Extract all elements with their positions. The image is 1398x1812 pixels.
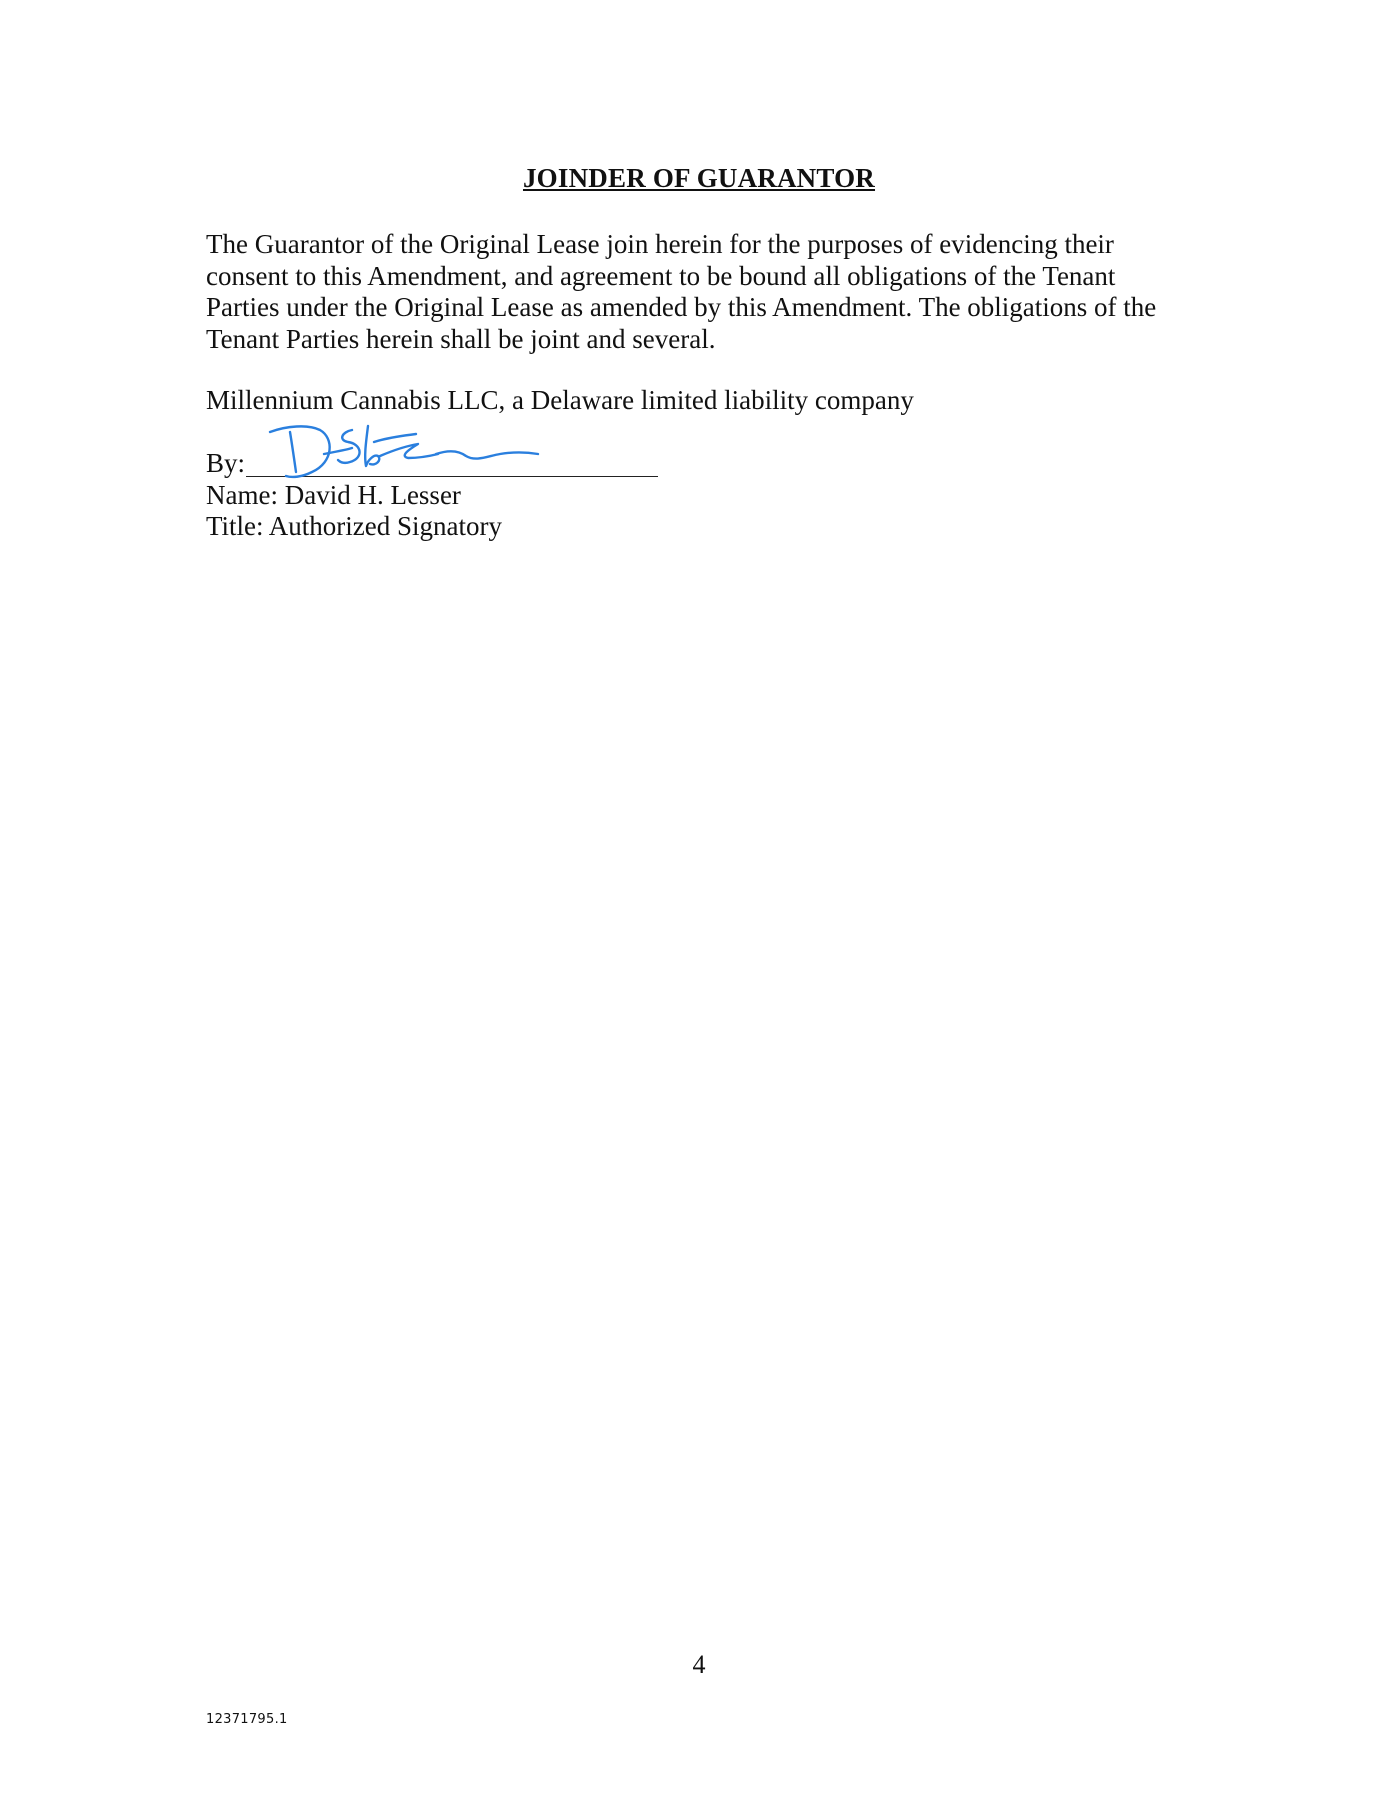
- document-title: JOINDER OF GUARANTOR: [522, 163, 876, 193]
- paragraph-line: Parties under the Original Lease as amended by this Amendment. The obligations of the: [206, 292, 1157, 322]
- document-id: 12371795.1: [206, 1712, 288, 1727]
- signature-stroke: [365, 426, 379, 466]
- signature-stroke: [380, 444, 438, 458]
- signer-name: Name: David H. Lesser: [206, 479, 461, 510]
- page-number: 4: [692, 1650, 706, 1679]
- paragraph-line: consent to this Amendment, and agreement to be bound all obligations of the Tenant: [206, 260, 1116, 291]
- paragraph-line: Tenant Parties herein shall be joint and several.: [206, 323, 716, 354]
- signature-stroke: [436, 451, 538, 458]
- by-label: By:: [206, 448, 246, 478]
- signature-stroke: [374, 434, 416, 442]
- signer-title: Title: Authorized Signatory: [206, 511, 502, 541]
- signature-stroke: [290, 432, 296, 472]
- paragraph-line: The Guarantor of the Original Lease join herein for the purposes of evidencing their: [206, 229, 1114, 259]
- signature-stroke: [338, 430, 360, 463]
- handwritten-signature: [268, 420, 548, 486]
- company-line: Millennium Cannabis LLC, a Delaware limited liability company: [206, 385, 914, 415]
- joinder-paragraph: [206, 229, 1196, 355]
- signature-stroke: [270, 426, 330, 477]
